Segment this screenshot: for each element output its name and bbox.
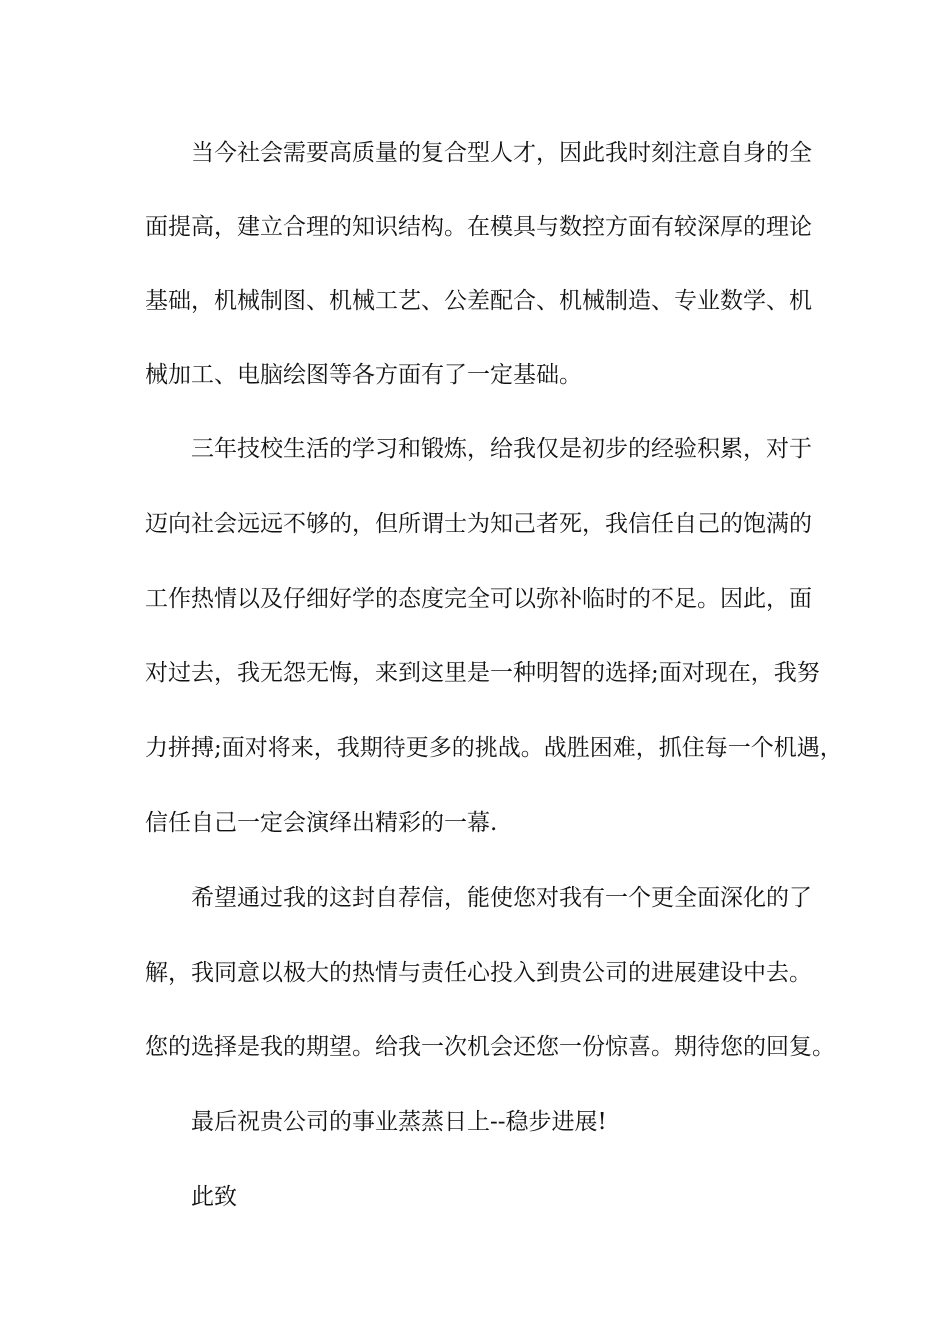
- text-line: 最后祝贵公司的事业蒸蒸日上--稳步进展!: [191, 1109, 607, 1135]
- text-line: 解，我同意以极大的热情与责任心投入到贵公司的进展建设中去。: [145, 960, 812, 986]
- text-line: 械加工、电脑绘图等各方面有了一定基础。: [145, 362, 582, 388]
- text-line: 面提高，建立合理的知识结构。在模具与数控方面有较深厚的理论: [145, 214, 812, 240]
- text-line: 您的选择是我的期望。给我一次机会还您一份惊喜。期待您的回复。: [145, 1034, 835, 1060]
- text-line: 当今社会需要高质量的复合型人才，因此我时刻注意自身的全: [191, 140, 812, 166]
- text-line: 对过去，我无怨无悔，来到这里是一种明智的选择;面对现在，我努: [145, 660, 820, 686]
- text-line: 工作热情以及仔细好学的态度完全可以弥补临时的不足。因此，面: [145, 586, 812, 612]
- text-line: 希望通过我的这封自荐信，能使您对我有一个更全面深化的了: [191, 885, 812, 911]
- text-line: 信任自己一定会演绎出精彩的一幕.: [145, 810, 498, 836]
- text-line: 此致: [191, 1184, 237, 1210]
- text-line: 迈向社会远远不够的，但所谓士为知己者死，我信任自己的饱满的: [145, 511, 812, 537]
- text-line: 力拼搏;面对将来，我期待更多的挑战。战胜困难，抓住每一个机遇，: [145, 735, 843, 761]
- text-line: 三年技校生活的学习和锻炼，给我仅是初步的经验积累，对于: [191, 436, 812, 462]
- text-line: 基础，机械制图、机械工艺、公差配合、机械制造、专业数学、机: [145, 288, 812, 314]
